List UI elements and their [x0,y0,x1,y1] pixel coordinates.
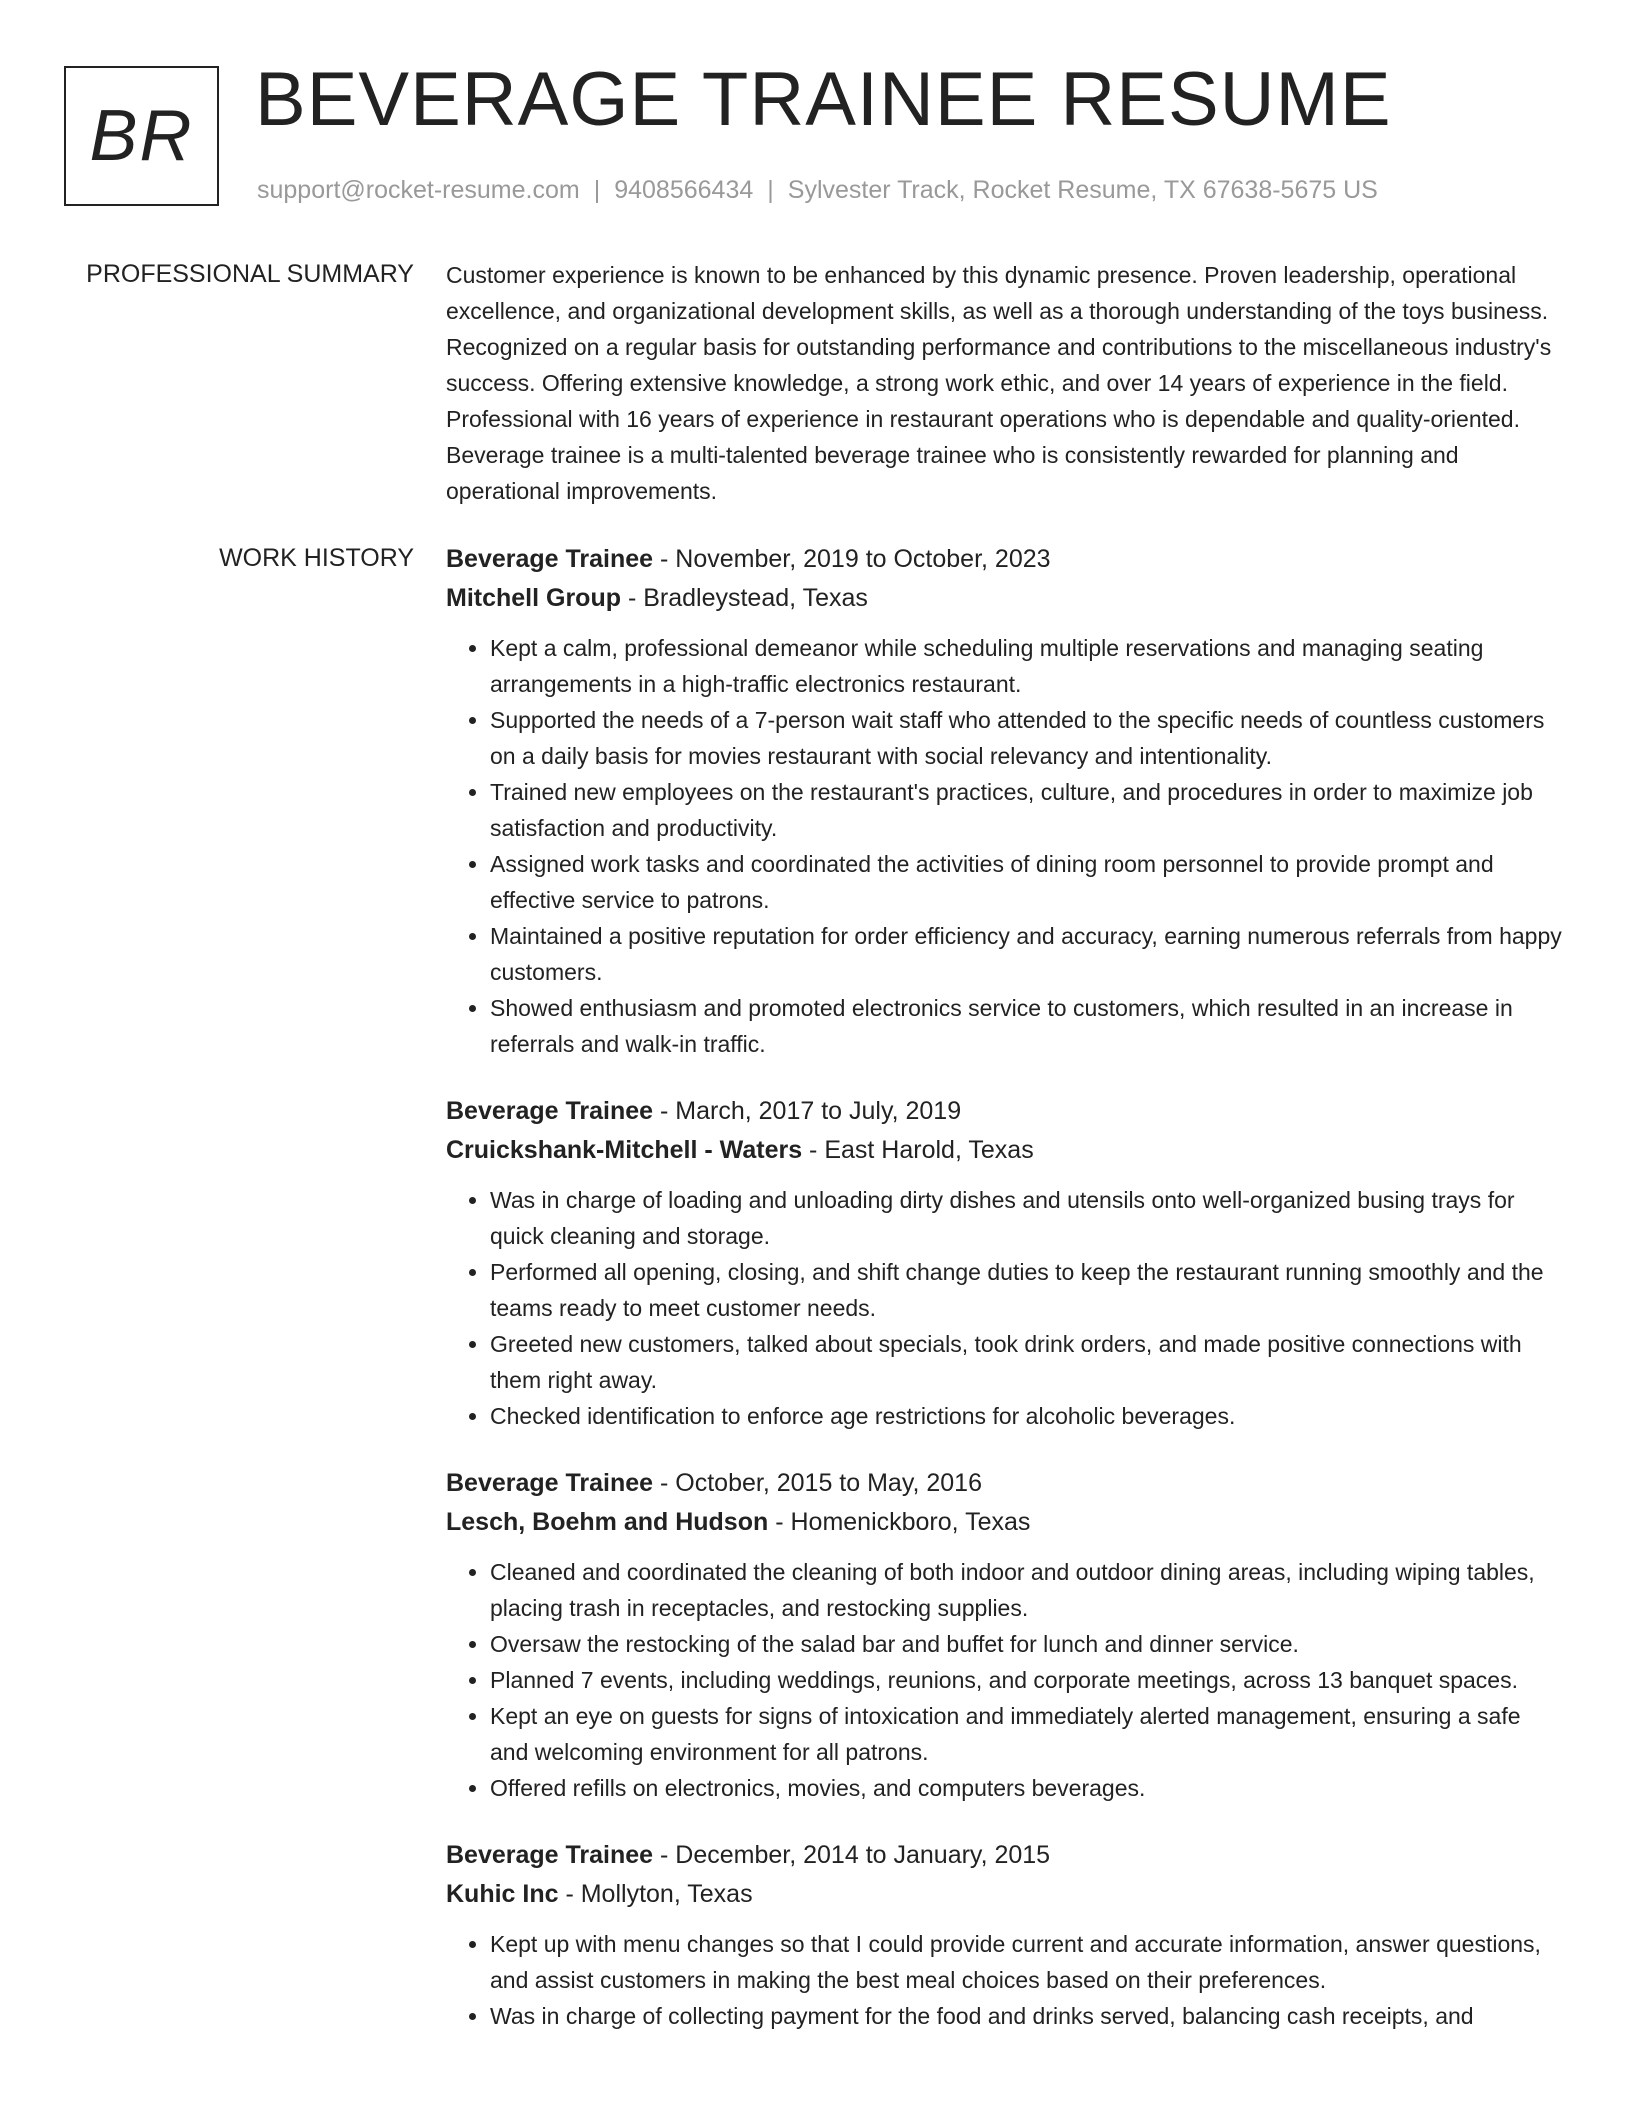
job-title-line [446,1464,1564,1503]
job-location: - Homenickboro, Texas [768,1508,1031,1536]
job-company-line [446,579,1564,618]
monogram-box [64,66,219,206]
contact-separator: | [593,176,601,204]
job-duty: • Kept an eye on guests for signs of intoxication and immediately alerted management, ensuring a safe and welcoming environment for all patrons. [490,1698,1564,1770]
job-title: Beverage Trainee [446,1469,654,1497]
job-duty: • Was in charge of loading and unloading dirty dishes and utensils onto well-organized busing trays for quick cleaning and storage. [490,1182,1564,1254]
job-duties [446,630,1564,1062]
job-company: Mitchell Group [446,584,621,612]
summary-body [446,257,1564,509]
job-title: Beverage Trainee [446,1097,654,1125]
job-duties [446,1182,1564,1434]
job-entry [446,1092,1564,1434]
job-duty: • Greeted new customers, talked about specials, took drink orders, and made positive connections with them right away. [490,1326,1564,1398]
job-entry [446,1836,1564,2034]
job-duty: • Oversaw the restocking of the salad bar and buffet for lunch and dinner service. [490,1626,1564,1662]
job-duty: • Offered refills on electronics, movies, and computers beverages. [490,1770,1564,1806]
work-history-heading: WORK HISTORY [219,544,414,572]
job-entry [446,540,1564,1062]
monogram-initials: BR [89,96,194,176]
job-duty: • Checked identification to enforce age restrictions for alcoholic beverages. [490,1398,1564,1434]
job-company-line [446,1503,1564,1542]
job-company: Kuhic Inc [446,1880,559,1908]
job-duties [446,1926,1564,2034]
job-company-line [446,1875,1564,1914]
summary-text: Customer experience is known to be enhanced by this dynamic presence. Proven leadership, operational excellence, and organizational development skills, as well as a thorough understanding of the toys business. Recognized on a regular basis for outstanding performance and contributions to the miscellaneous industry's success. Offering extensive knowledge, a strong work ethic, and over 14 years of experience in the field. Professional with 16 years of experience in restaurant operations who is dependable and quality-oriented. Beverage trainee is a multi-talented beverage trainee who is consistently rewarded for planning and operational improvements. [446,262,1552,504]
job-company: Lesch, Boehm and Hudson [446,1508,769,1536]
work-history-body [446,540,1564,2064]
job-duty: • Maintained a positive reputation for order efficiency and accuracy, earning numerous referrals from happy customers. [490,918,1564,990]
job-duty: • Planned 7 events, including weddings, reunions, and corporate meetings, across 13 banquet spaces. [490,1662,1564,1698]
job-location: - East Harold, Texas [802,1136,1034,1164]
job-dates: - October, 2015 to May, 2016 [653,1469,982,1497]
job-title: Beverage Trainee [446,545,654,573]
job-title-line [446,540,1564,579]
job-dates: - December, 2014 to January, 2015 [653,1841,1051,1869]
job-title-line [446,1092,1564,1131]
job-duty: • Kept a calm, professional demeanor while scheduling multiple reservations and managing seating arrangements in a high-traffic electronics restaurant. [490,630,1564,702]
job-duty: • Showed enthusiasm and promoted electronics service to customers, which resulted in an increase in referrals and walk-in traffic. [490,990,1564,1062]
job-title: Beverage Trainee [446,1841,654,1869]
job-duty: • Was in charge of collecting payment for the food and drinks served, balancing cash receipts, and [490,1998,1564,2034]
contact-address: Sylvester Track, Rocket Resume, TX 67638-5675 US [787,176,1378,204]
job-duty: • Trained new employees on the restaurant's practices, culture, and procedures in order to maximize job satisfaction and productivity. [490,774,1564,846]
job-duty: • Cleaned and coordinated the cleaning of both indoor and outdoor dining areas, including wiping tables, placing trash in receptacles, and restocking supplies. [490,1554,1564,1626]
contact-phone[interactable]: 9408566434 [614,176,754,204]
job-company-line [446,1131,1564,1170]
job-title-line [446,1836,1564,1875]
job-dates: - November, 2019 to October, 2023 [653,545,1051,573]
resume-title: BEVERAGE TRAINEE RESUME [255,57,1392,142]
contact-separator: | [767,176,774,204]
job-company: Cruickshank-Mitchell - Waters [446,1136,803,1164]
contact-email[interactable]: support@rocket-resume.com [257,176,580,204]
job-duty: • Kept up with menu changes so that I could provide current and accurate information, answer questions, and assist customers in making the best meal choices based on their preferences. [490,1926,1564,1998]
job-duty: • Assigned work tasks and coordinated the activities of dining room personnel to provide prompt and effective service to patrons. [490,846,1564,918]
job-duty: • Supported the needs of a 7-person wait staff who attended to the specific needs of countless customers on a daily basis for movies restaurant with social relevancy and intentionality. [490,702,1564,774]
job-duty: • Performed all opening, closing, and shift change duties to keep the restaurant running smoothly and the teams ready to meet customer needs. [490,1254,1564,1326]
contact-line [257,176,1378,205]
job-dates: - March, 2017 to July, 2019 [653,1097,962,1125]
summary-heading: PROFESSIONAL SUMMARY [86,260,414,288]
job-location: - Bradleystead, Texas [621,584,868,612]
job-entry [446,1464,1564,1806]
job-location: - Mollyton, Texas [558,1880,753,1908]
job-duties [446,1554,1564,1806]
